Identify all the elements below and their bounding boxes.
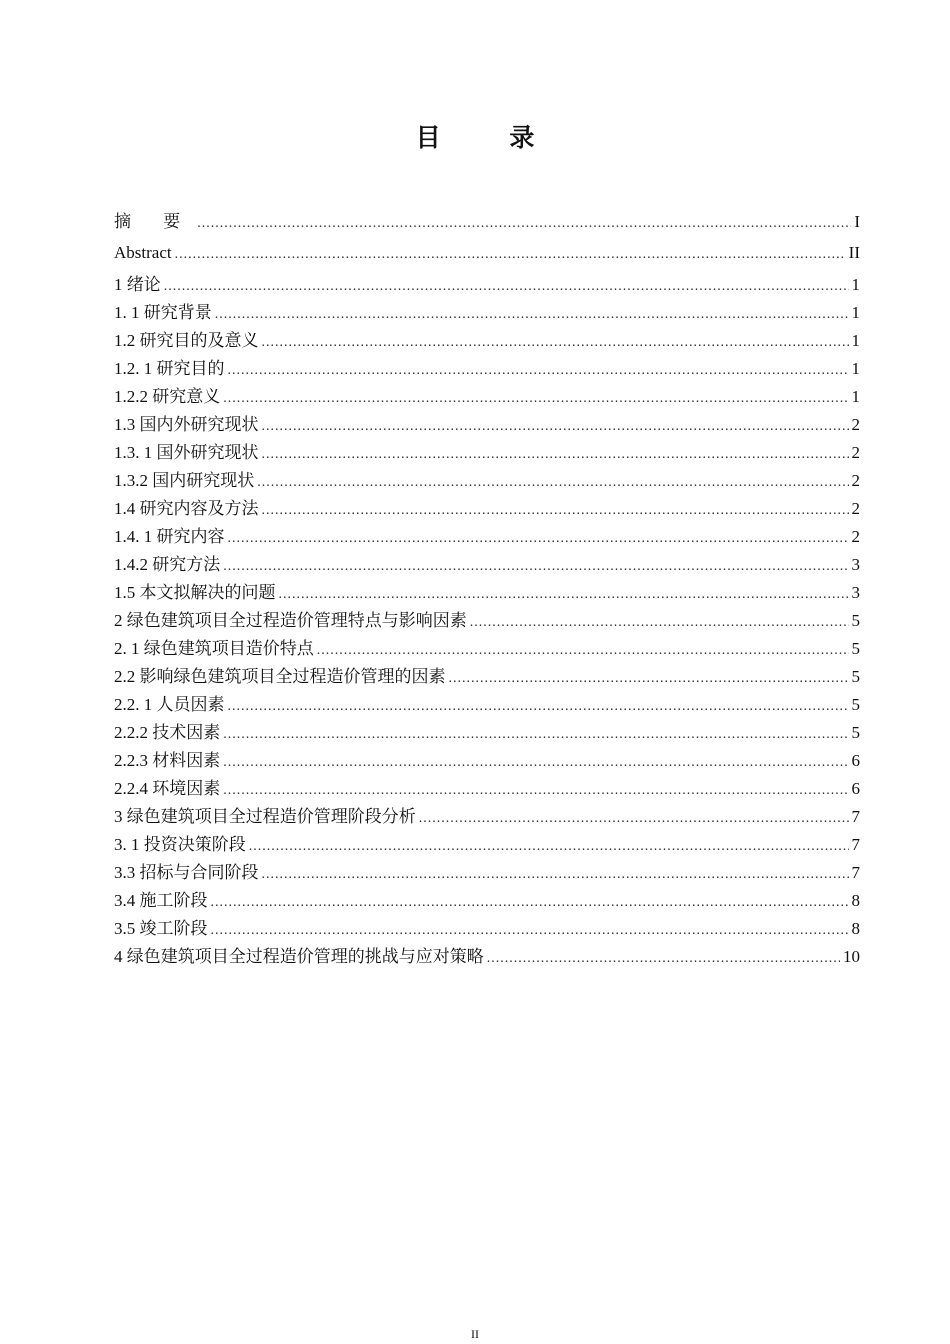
toc-entry[interactable]	[114, 523, 860, 551]
toc-entry-label: 3. 1 投资决策阶段	[114, 835, 246, 854]
toc-leader-dots	[262, 497, 849, 525]
toc-leader-dots	[197, 208, 851, 239]
toc-entry-label: 2.2 影响绿色建筑项目全过程造价管理的因素	[114, 667, 446, 686]
toc-leader-dots	[223, 553, 848, 581]
toc-leader-dots	[211, 917, 849, 945]
toc-entry-page: 6	[851, 751, 860, 770]
toc-leader-dots	[211, 889, 849, 917]
toc-entry-label: 1.2 研究目的及意义	[114, 331, 259, 350]
toc-entry-page: 3	[851, 583, 860, 602]
toc-entry[interactable]	[114, 775, 860, 803]
toc-entry[interactable]	[114, 747, 860, 775]
toc-leader-dots	[419, 805, 849, 833]
toc-leader-dots	[215, 301, 849, 329]
toc-entry-page: 8	[851, 919, 860, 938]
toc-leader-dots	[449, 665, 849, 693]
toc-leader-dots	[279, 581, 849, 609]
toc-entry[interactable]	[114, 663, 860, 691]
toc-leader-dots	[470, 609, 849, 637]
toc-leader-dots	[262, 861, 849, 889]
toc-entry[interactable]	[114, 551, 860, 579]
toc-entry[interactable]	[114, 355, 860, 383]
toc-entry-page: 2	[851, 499, 860, 518]
toc-leader-dots	[175, 239, 846, 270]
toc-entry-label: 3 绿色建筑项目全过程造价管理阶段分析	[114, 807, 416, 826]
table-of-contents	[114, 206, 860, 971]
toc-entry-label: 3.4 施工阶段	[114, 891, 208, 910]
toc-entry-page: 5	[851, 611, 860, 630]
toc-entry-page: II	[848, 243, 860, 262]
toc-entry-label: 1.3 国内外研究现状	[114, 415, 259, 434]
toc-entry[interactable]	[114, 831, 860, 859]
toc-entry-page: 2	[851, 415, 860, 434]
toc-entry[interactable]	[114, 887, 860, 915]
toc-leader-dots	[164, 273, 849, 301]
toc-entry-label: Abstract	[114, 243, 172, 262]
toc-entry[interactable]	[114, 915, 860, 943]
toc-entry[interactable]	[114, 859, 860, 887]
toc-entry-label: 1.3.2 国内研究现状	[114, 471, 255, 490]
toc-entry[interactable]	[114, 691, 860, 719]
toc-entry-page: 1	[851, 387, 860, 406]
toc-entry[interactable]	[114, 383, 860, 411]
toc-entry-page: 7	[851, 807, 860, 826]
toc-entry-page: 5	[851, 695, 860, 714]
toc-leader-dots	[228, 357, 849, 385]
toc-entry-label: 1.3. 1 国外研究现状	[114, 443, 259, 462]
toc-entry-page: 5	[851, 723, 860, 742]
toc-leader-dots	[223, 721, 848, 749]
toc-entry-page: 1	[851, 331, 860, 350]
toc-leader-dots	[262, 441, 849, 469]
toc-leader-dots	[257, 469, 848, 497]
toc-entry-page: 1	[851, 275, 860, 294]
toc-entry[interactable]	[114, 439, 860, 467]
toc-entry[interactable]	[114, 299, 860, 327]
toc-leader-dots	[223, 749, 848, 777]
toc-entry-label: 2.2.3 材料因素	[114, 751, 221, 770]
page-title: 目 录	[415, 123, 565, 152]
toc-entry-label: 摘 要	[114, 212, 195, 231]
toc-entry[interactable]	[114, 327, 860, 355]
toc-entry-label: 1.2.2 研究意义	[114, 387, 221, 406]
toc-entry-label: 1.4.2 研究方法	[114, 555, 221, 574]
toc-entry-label: 1.4. 1 研究内容	[114, 527, 225, 546]
toc-leader-dots	[262, 329, 849, 357]
toc-entry-label: 2. 1 绿色建筑项目造价特点	[114, 639, 314, 658]
toc-entry-label: 1.4 研究内容及方法	[114, 499, 259, 518]
toc-entry-label: 2 绿色建筑项目全过程造价管理特点与影响因素	[114, 611, 467, 630]
toc-entry-label: 1.5 本文拟解决的问题	[114, 583, 276, 602]
toc-entry[interactable]	[114, 719, 860, 747]
toc-entry[interactable]	[114, 607, 860, 635]
toc-entry[interactable]	[114, 579, 860, 607]
toc-entry[interactable]	[114, 271, 860, 299]
toc-entry-label: 2.2.4 环境因素	[114, 779, 221, 798]
page-number-footer: II	[471, 1327, 479, 1341]
toc-entry-page: 3	[851, 555, 860, 574]
toc-entry-label: 2.2. 1 人员因素	[114, 695, 225, 714]
toc-entry-label: 1.2. 1 研究目的	[114, 359, 225, 378]
toc-entry-page: 7	[851, 863, 860, 882]
toc-leader-dots	[223, 777, 848, 805]
toc-leader-dots	[262, 413, 849, 441]
toc-entry[interactable]	[114, 467, 860, 495]
toc-entry-page: 8	[851, 891, 860, 910]
toc-entry[interactable]	[114, 635, 860, 663]
toc-entry[interactable]	[114, 803, 860, 831]
toc-entry-page: 2	[851, 443, 860, 462]
toc-entry-page: 2	[851, 527, 860, 546]
toc-entry-label: 1 绪论	[114, 275, 161, 294]
toc-entry-abstract-en[interactable]	[114, 237, 860, 268]
toc-entry-page: 10	[843, 947, 860, 966]
toc-leader-dots	[228, 525, 849, 553]
toc-leader-dots	[487, 945, 840, 973]
toc-entry-label: 3.3 招标与合同阶段	[114, 863, 259, 882]
toc-entry-label: 2.2.2 技术因素	[114, 723, 221, 742]
toc-leader-dots	[228, 693, 849, 721]
toc-leader-dots	[223, 385, 848, 413]
toc-entry-label: 3.5 竣工阶段	[114, 919, 208, 938]
toc-leader-dots	[317, 637, 849, 665]
toc-entry-page: I	[854, 212, 860, 231]
toc-entry-page: 6	[851, 779, 860, 798]
toc-entry[interactable]	[114, 411, 860, 439]
toc-leader-dots	[249, 833, 849, 861]
toc-entry[interactable]	[114, 943, 860, 971]
toc-entry[interactable]	[114, 495, 860, 523]
toc-entry-page: 1	[851, 303, 860, 322]
toc-entry-page: 5	[851, 667, 860, 686]
toc-entry-abstract-cn[interactable]	[114, 206, 860, 237]
toc-entry-page: 5	[851, 639, 860, 658]
toc-entry-page: 1	[851, 359, 860, 378]
toc-entry-label: 1. 1 研究背景	[114, 303, 212, 322]
toc-entry-page: 7	[851, 835, 860, 854]
toc-entry-label: 4 绿色建筑项目全过程造价管理的挑战与应对策略	[114, 947, 484, 966]
toc-entry-page: 2	[851, 471, 860, 490]
